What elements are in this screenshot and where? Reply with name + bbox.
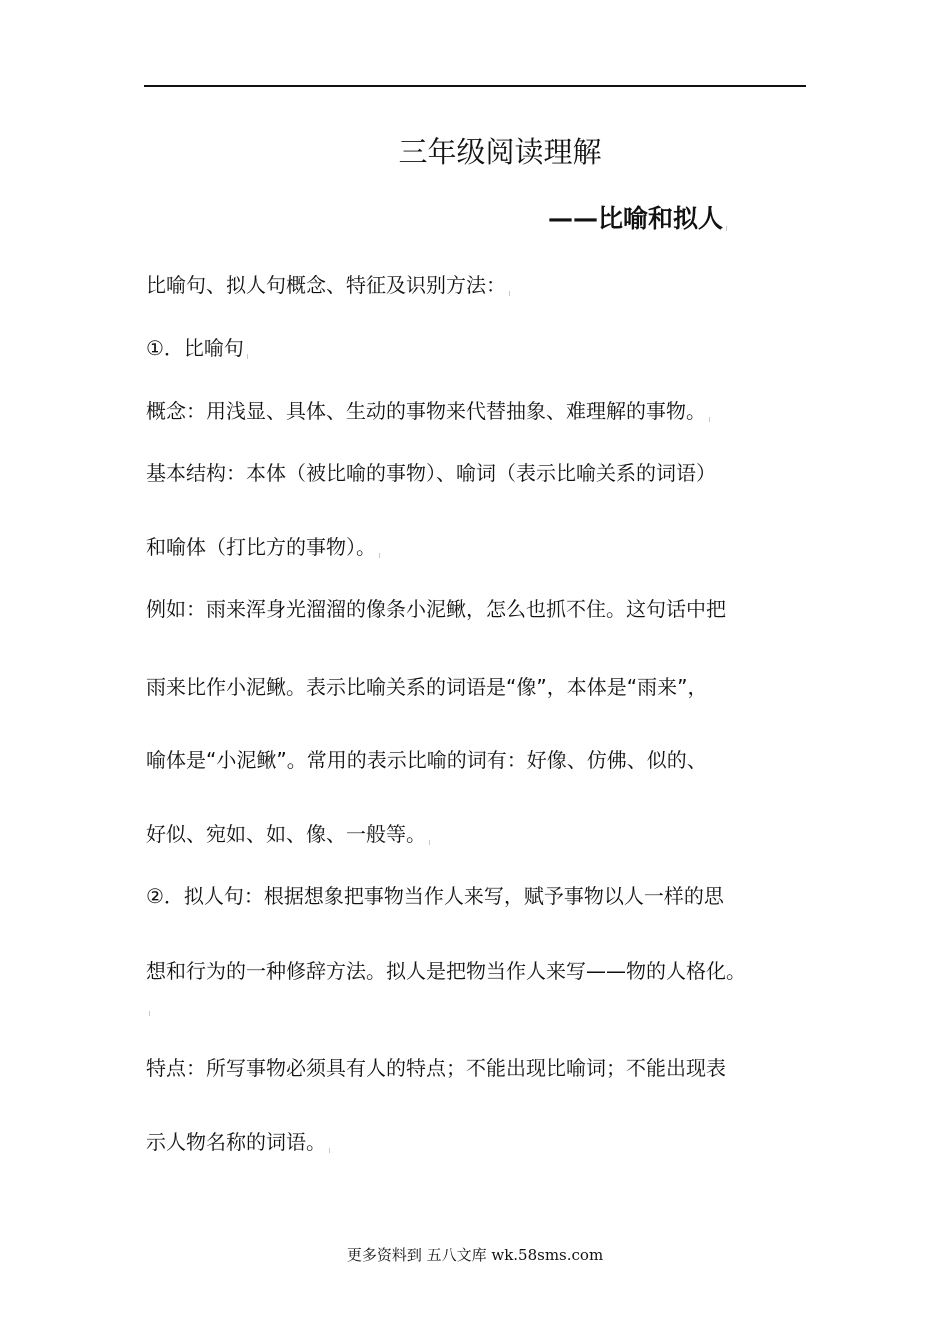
line-text: 雨来比作小泥鳅。表示比喻关系的词语是“像”，本体是“雨来”， <box>146 675 708 699</box>
paragraph-mark <box>329 1148 332 1153</box>
page-footer: 更多资料到 五八文库 wk.58sms.com <box>346 1246 604 1264</box>
line-text: 概念：用浅显、具体、生动的事物来代替抽象、难理解的事物。 <box>146 399 706 423</box>
top-rule <box>144 85 806 87</box>
paragraph-mark <box>247 354 250 359</box>
line-text: 好似、宛如、如、像、一般等。 <box>146 822 426 846</box>
line-text: 想和行为的一种修辞方法。拟人是把物当作人来写——物的人格化。 <box>146 959 746 983</box>
personification-line-2 <box>146 956 746 986</box>
blank-paragraph <box>146 990 152 1020</box>
paragraph-mark <box>379 553 382 558</box>
example-line-3 <box>146 745 707 775</box>
intro-line <box>146 270 512 300</box>
concept-line <box>146 396 712 426</box>
line-text: 喻体是“小泥鳅”。常用的表示比喻的词有：好像、仿佛、似的、 <box>146 748 707 772</box>
line-text: 比喻句、拟人句概念、特征及识别方法： <box>146 273 506 297</box>
document-subtitle <box>548 200 729 238</box>
structure-line-1 <box>146 458 716 488</box>
line-text: ①．比喻句 <box>146 336 244 360</box>
example-line-1 <box>146 594 726 624</box>
features-line-2 <box>146 1127 332 1157</box>
subtitle-text: ——比喻和拟人 <box>548 204 724 233</box>
document-title: 三年级阅读理解 <box>398 135 602 169</box>
line-text: 例如：雨来浑身光溜溜的像条小泥鳅，怎么也抓不住。这句话中把 <box>146 597 726 621</box>
paragraph-mark <box>509 291 512 296</box>
structure-line-2 <box>146 532 382 562</box>
line-text: 基本结构：本体（被比喻的事物）、喻词（表示比喻关系的词语） <box>146 461 716 485</box>
paragraph-mark <box>149 1011 152 1016</box>
line-text: 示人物名称的词语。 <box>146 1130 326 1154</box>
line-text: 特点：所写事物必须具有人的特点；不能出现比喻词；不能出现表 <box>146 1056 726 1080</box>
personification-line-1 <box>146 881 724 911</box>
line-text: 和喻体（打比方的事物）。 <box>146 535 376 559</box>
paragraph-mark <box>429 840 432 845</box>
example-line-2 <box>146 672 707 702</box>
paragraph-mark <box>709 417 712 422</box>
features-line-1 <box>146 1053 726 1083</box>
section-heading-metaphor <box>146 333 250 363</box>
example-line-4 <box>146 819 432 849</box>
paragraph-mark <box>726 226 729 231</box>
line-text: ②．拟人句：根据想象把事物当作人来写，赋予事物以人一样的思 <box>146 884 724 908</box>
